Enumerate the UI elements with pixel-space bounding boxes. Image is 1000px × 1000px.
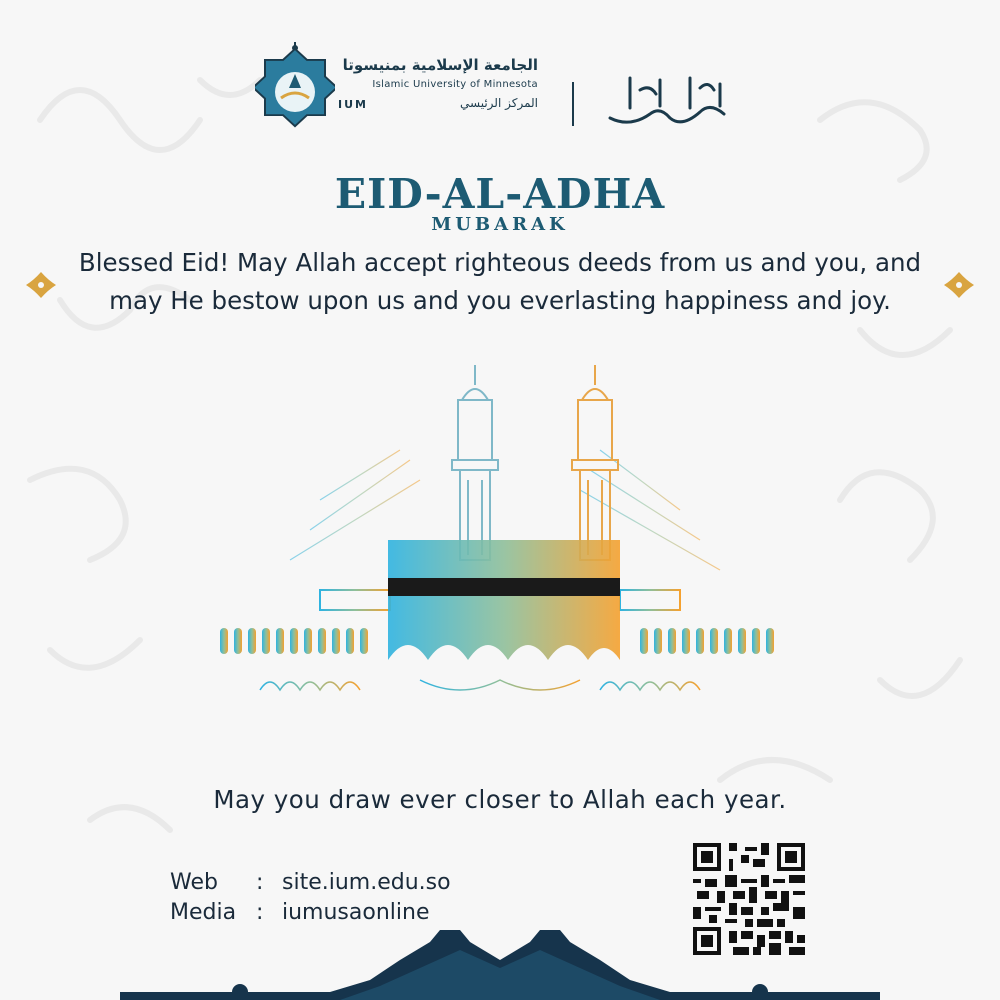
header (0, 22, 1000, 122)
eid-title: EID-AL-ADHA (334, 170, 666, 218)
university-name-english: Islamic University of Minnesota (372, 79, 538, 90)
media-handle[interactable]: iumusaonline (282, 900, 430, 925)
university-name-arabic: الجامعة الإسلامية بمنيسوتا (342, 56, 538, 74)
closing-message: May you draw ever closer to Allah each year. (213, 785, 787, 814)
gold-ornament-icon (24, 268, 58, 302)
media-separator: : (256, 900, 264, 925)
contact-web (170, 870, 451, 895)
web-label: Web (170, 870, 218, 895)
university-emblem-icon (255, 42, 335, 132)
center-name-arabic: المركز الرئيسي (460, 96, 538, 110)
blessing-message: Blessed Eid! May Allah accept righteous deeds from us and you, and may He bestow upon us and you everlasting happiness and joy. (78, 248, 922, 315)
university-abbreviation: IUM (338, 98, 368, 111)
web-link[interactable]: site.ium.edu.so (282, 870, 451, 895)
gold-ornament-icon (942, 268, 976, 302)
kaaba-illustration (200, 360, 800, 730)
header-divider (572, 82, 574, 126)
eid-subtitle: MUBARAK (431, 214, 569, 235)
media-label: Media (170, 900, 237, 925)
footer-arch-decoration (0, 920, 1000, 1000)
web-separator: : (256, 870, 264, 895)
calligraphy-logo (600, 68, 750, 132)
qr-code-icon[interactable] (693, 843, 805, 955)
